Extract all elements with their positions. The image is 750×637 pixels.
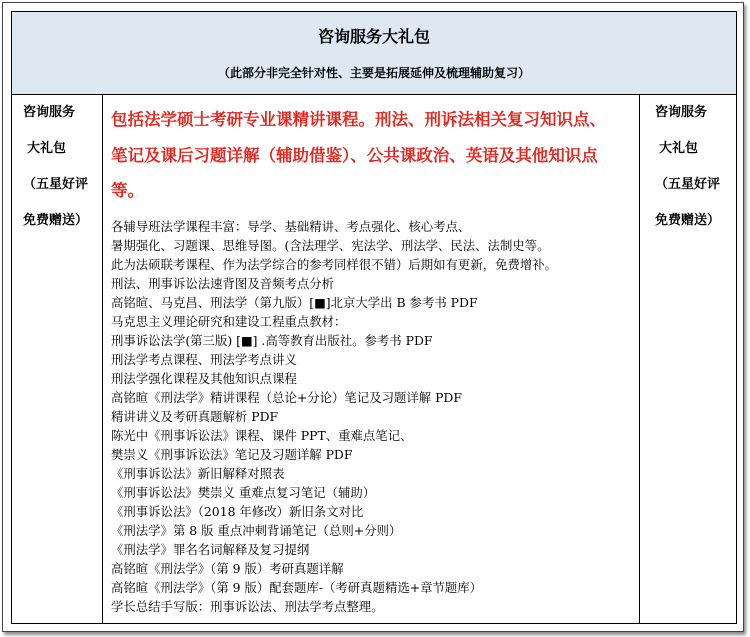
list-item: 马克思主义理论研究和建设工程重点教材： bbox=[111, 313, 347, 329]
left-label-line: 免费赠送） bbox=[23, 213, 89, 228]
list-item: 《刑事诉讼法》（2018 年修改）新旧条文对比 bbox=[111, 503, 364, 519]
left-label-line: （五星好评 bbox=[23, 177, 89, 192]
list-item: 陈光中《刑事诉讼法》课程、课件 PPT、重难点笔记、 bbox=[111, 427, 413, 443]
list-item: 《刑法学》罪名名词解释及复习提纲 bbox=[111, 541, 310, 557]
list-item: 《刑法学》第 8 版 重点冲刺背诵笔记（总则+分则） bbox=[111, 522, 402, 538]
highlight-text: 笔记及课后习题详解（辅助借鉴）、公共课政治、英语及其他知识点 bbox=[111, 145, 598, 165]
list-item: 高铭暄《刑法学》精讲课程（总论+分论）笔记及习题详解 PDF bbox=[111, 389, 462, 405]
page-subtitle: （此部分非完全针对性、主要是拓展延伸及梳理辅助复习） bbox=[217, 66, 530, 80]
list-item: 各辅导班法学课程丰富：导学、基础精讲、考点强化、核心考点、 bbox=[111, 218, 471, 234]
right-side-label bbox=[639, 95, 736, 623]
list-item: 刑法学考点课程、刑法学考点讲义 bbox=[111, 351, 297, 367]
list-item: 刑法学强化课程及其他知识点课程 bbox=[111, 370, 297, 386]
highlight-text: 包括法学硕士考研专业课精讲课程。刑法、刑诉法相关复习知识点、 bbox=[111, 110, 606, 129]
right-label-line: 免费赠送） bbox=[655, 213, 721, 228]
right-label-line: 大礼包 bbox=[659, 141, 699, 156]
list-item: 刑事诉讼法学(第三版) [■] .高等教育出版社。参考书 PDF bbox=[111, 332, 433, 348]
table-header bbox=[12, 12, 736, 95]
content-cell bbox=[103, 95, 639, 623]
list-item: 《刑事诉讼法》新旧解释对照表 bbox=[111, 465, 285, 481]
list-item: 学长总结手写版：刑事诉讼法、刑法学考点整理。 bbox=[111, 598, 384, 614]
left-label-line: 大礼包 bbox=[27, 141, 67, 156]
list-item: 高铭暄、马克昌、刑法学（第九版）[■]北京大学出 B 参考书 PDF bbox=[111, 294, 478, 310]
page-title: 咨询服务大礼包 bbox=[317, 27, 430, 46]
right-label-line: （五星好评 bbox=[655, 177, 721, 192]
material-list bbox=[111, 217, 635, 616]
page-frame bbox=[2, 2, 744, 632]
left-label-line: 咨询服务 bbox=[23, 105, 76, 120]
list-item: 《刑事诉讼法》樊崇义 重难点复习笔记（辅助） bbox=[111, 484, 376, 500]
list-item: 樊崇义《刑事诉讼法》笔记及习题详解 PDF bbox=[111, 446, 353, 462]
left-side-label bbox=[12, 95, 103, 623]
service-table bbox=[11, 11, 737, 624]
list-item: 刑法、刑事诉讼法速背图及音频考点分析 bbox=[111, 275, 335, 291]
list-item: 暑期强化、习题课、思维导图。(含法理学、宪法学、刑法学、民法、法制史等。 bbox=[111, 237, 550, 253]
right-label-line: 咨询服务 bbox=[655, 105, 708, 120]
list-item: 高铭暄《刑法学》（第 9 版）配套题库-（考研真题精选+章节题库） bbox=[111, 579, 483, 595]
list-item: 此为法硕联考课程、作为法学综合的参考同样很不错）后期如有更新，免费增补。 bbox=[111, 256, 558, 272]
highlight-text: 等。 bbox=[111, 181, 144, 200]
list-item: 高铭暄《刑法学》（第 9 版）考研真题详解 bbox=[111, 560, 344, 576]
list-item: 精讲讲义及考研真题解析 PDF bbox=[111, 408, 279, 424]
